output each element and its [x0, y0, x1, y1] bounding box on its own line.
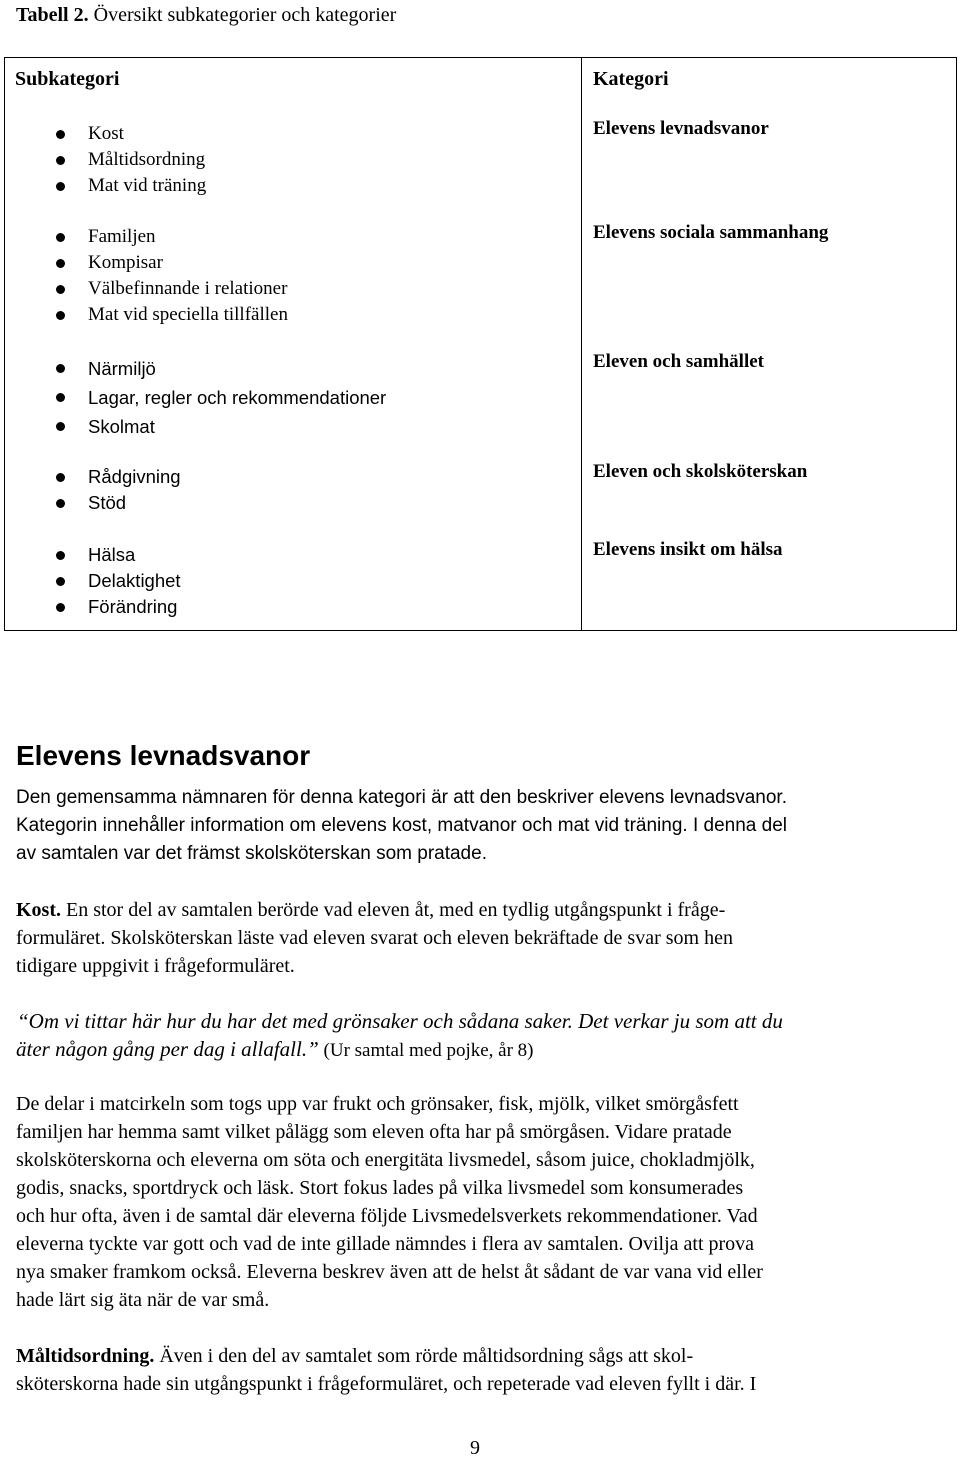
- body-paragraph: De delar i matcirkeln som togs upp var frukt och grönsaker, fisk, mjölk, vilket smörgåsfett familjen har hemma samt vilket pålägg som eleven ofta har på smörgåsen. Vidare pratade skolsköterskorna och eleverna om söta och energitäta livsmedel, såsom juice, chokladmjölk, godis, snacks, sportdryck och läsk. Stort fokus lades på vilka livsmedel som konsumerades och hur ofta, även i de samtal där eleverna följde Livsmedelsverkets rekommendationer. Vad eleverna tyckte var gott och vad de inte gillade nämndes i flera av samtalen. Ovilja att prova nya smaker framkom också. Eleverna beskrev även att de helst åt sådant de var vana vid eller hade lärt sig äta när de var små.: [16, 1093, 763, 1311]
- list-item: Rådgivning: [5, 464, 181, 490]
- subcategory-group-1: [5, 121, 206, 199]
- list-item: Familjen: [5, 224, 288, 250]
- list-item: Mat vid träning: [5, 173, 206, 199]
- bullet-icon: [56, 393, 65, 402]
- category-label: Elevens sociala sammanhang: [593, 222, 829, 243]
- subcategory-group-2: [5, 224, 288, 328]
- maltidsordning-paragraph: Måltidsordning. Även i den del av samtalet som rörde måltidsordning sågs att skol- sköterskorna hade sin utgångspunkt i frågeformuläret, och repeterade vad eleven fyllt i där. I: [16, 1345, 757, 1395]
- section-title: Elevens levnadsvanor: [16, 740, 311, 771]
- bullet-icon: [56, 364, 65, 373]
- subcategory-group-5: [5, 542, 181, 620]
- category-header: Kategori: [593, 68, 669, 90]
- list-item: Förändring: [5, 594, 181, 620]
- bullet-icon: [56, 130, 65, 139]
- list-item: Måltidsordning: [5, 147, 206, 173]
- bullet-icon: [56, 259, 65, 268]
- bullet-icon: [56, 473, 65, 482]
- bullet-icon: [56, 551, 65, 560]
- bullet-icon: [56, 182, 65, 191]
- list-item: Hälsa: [5, 542, 181, 568]
- bullet-icon: [56, 156, 65, 165]
- subcategory-group-3: [5, 354, 386, 441]
- bullet-icon: [56, 499, 65, 508]
- category-label: Elevens insikt om hälsa: [593, 539, 783, 560]
- quote-line: äter någon gång per dag i allafall.”: [16, 1037, 319, 1061]
- bullet-icon: [56, 311, 65, 320]
- bullet-icon: [56, 285, 65, 294]
- category-label: Eleven och samhället: [593, 351, 764, 372]
- quote-line: “Om vi tittar här hur du har det med grönsaker och sådana saker. Det verkar ju som att du: [17, 1009, 783, 1033]
- subcategory-column: [5, 58, 582, 631]
- list-item: Kost: [5, 121, 206, 147]
- kost-paragraph: Kost. En stor del av samtalen berörde vad eleven åt, med en tydlig utgångspunkt i fråge- formuläret. Skolsköterskan läste vad eleven svarat och eleven bekräftade de svar som hen tidigare uppgivit i frågeformuläret.: [16, 899, 733, 977]
- list-item: Kompisar: [5, 250, 288, 276]
- maltidsordning-label: Måltidsordning.: [16, 1345, 155, 1367]
- list-item: Delaktighet: [5, 568, 181, 594]
- list-item: Mat vid speciella tillfällen: [5, 302, 288, 328]
- caption-text: Översikt subkategorier och kategorier: [88, 4, 397, 26]
- list-item: Närmiljö: [5, 354, 386, 383]
- quote-source: (Ur samtal med pojke, år 8): [318, 1040, 534, 1061]
- list-item: Välbefinnande i relationer: [5, 276, 288, 302]
- list-item: Skolmat: [5, 412, 386, 441]
- intro-paragraph: Den gemensamma nämnaren för denna kategori är att den beskriver elevens levnadsvanor. Kategorin innehåller information om elevens kost, matvanor och mat vid träning. I denna del av samtalen var det främst skolsköterskan som pratade.: [16, 787, 787, 864]
- bullet-icon: [56, 603, 65, 612]
- category-column: [582, 58, 957, 631]
- category-label: Elevens levnadsvanor: [593, 118, 769, 139]
- subcategory-group-4: [5, 464, 181, 516]
- bullet-icon: [56, 422, 65, 431]
- table-caption: [16, 4, 396, 27]
- caption-label: Tabell 2.: [16, 4, 89, 26]
- page-number: 9: [470, 1437, 480, 1459]
- list-item: Lagar, regler och rekommendationer: [5, 383, 386, 412]
- quote-paragraph: [16, 1007, 946, 1065]
- kost-label: Kost.: [16, 899, 61, 921]
- bullet-icon: [56, 577, 65, 586]
- list-item: Stöd: [5, 490, 181, 516]
- bullet-icon: [56, 233, 65, 242]
- category-label: Eleven och skolsköterskan: [593, 461, 808, 482]
- subcategory-header: Subkategori: [15, 68, 120, 90]
- category-table: [4, 57, 957, 631]
